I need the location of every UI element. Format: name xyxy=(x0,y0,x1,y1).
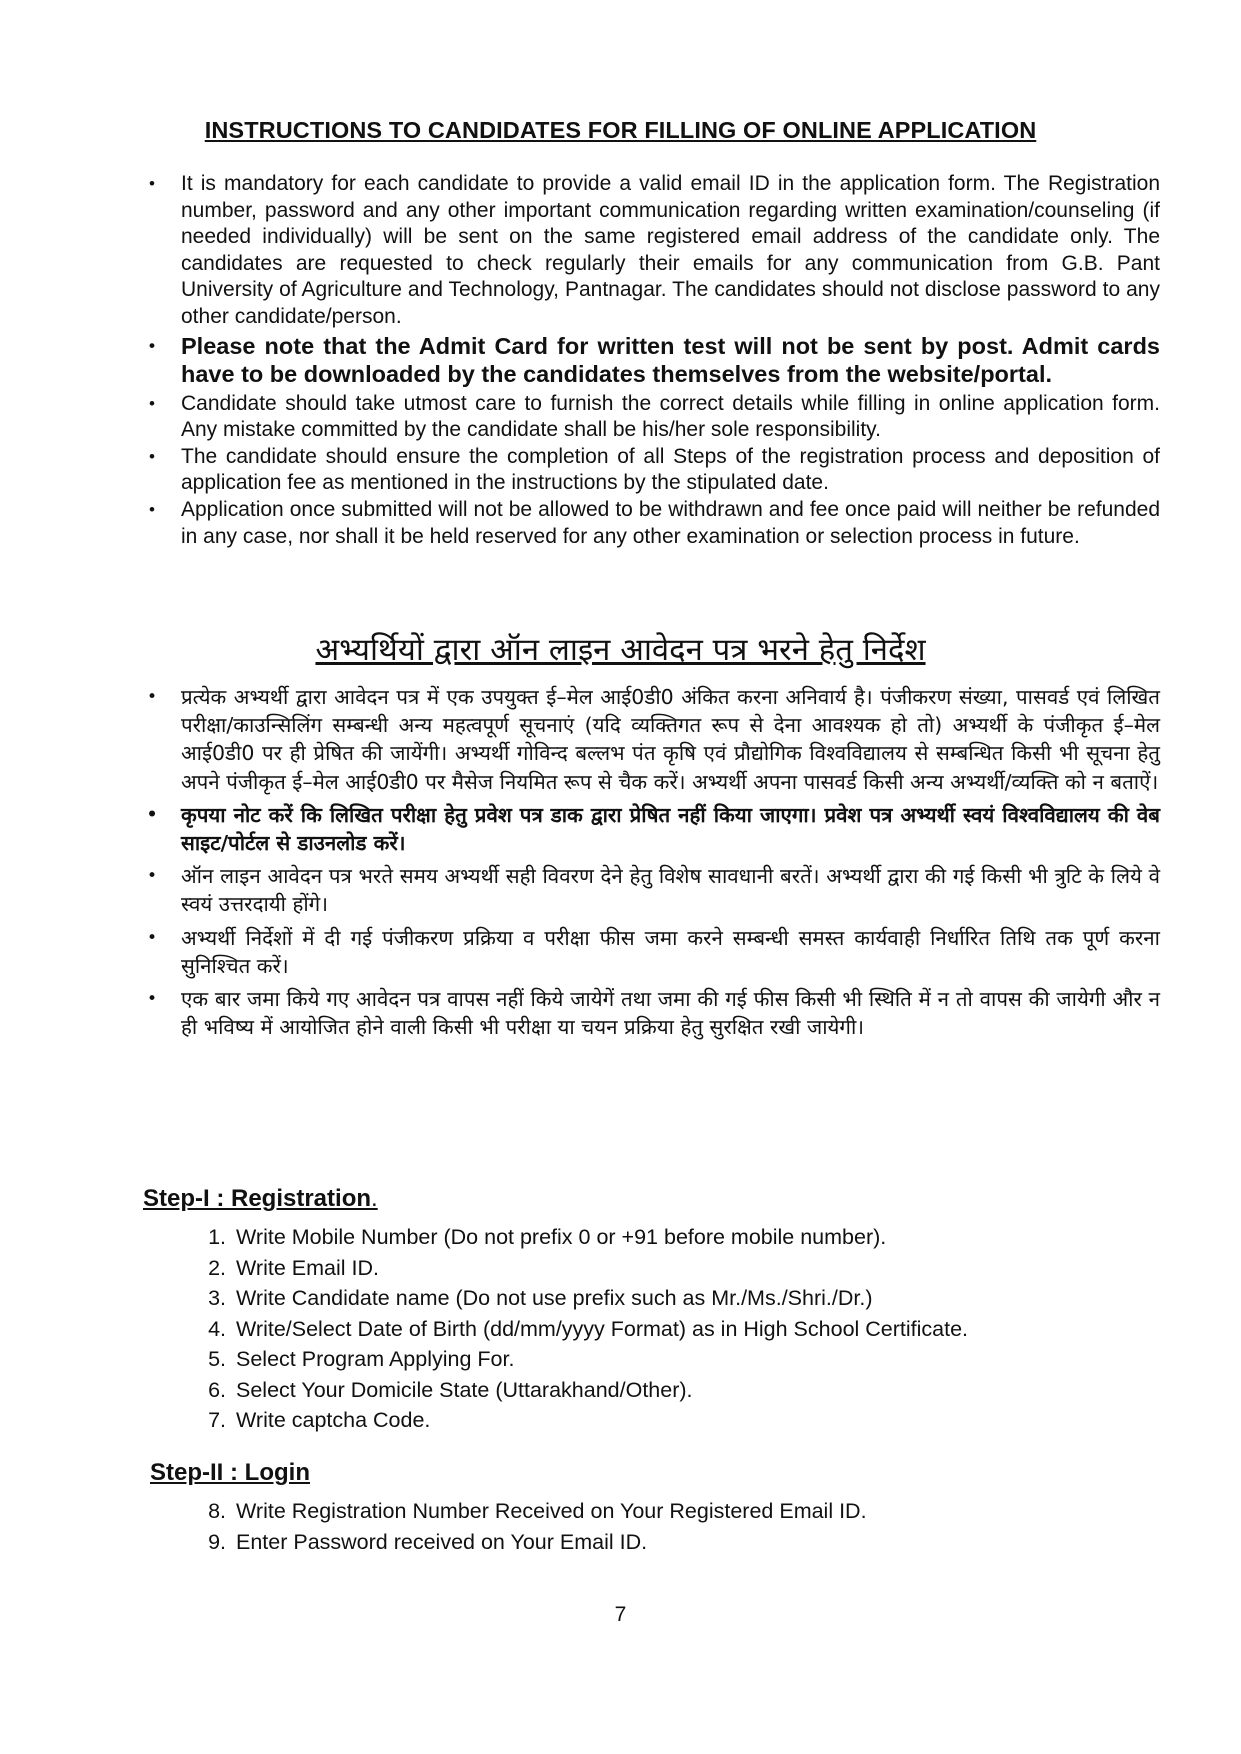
bullet-icon: • xyxy=(149,499,155,519)
instruction-text: एक बार जमा किये गए आवेदन पत्र वापस नहीं किये जायेगें तथा जमा की गई फीस किसी भी स्थिति में न तो वापस की जायेगी और न ही भविष्य में आयोजित होने वाली किसी भी परीक्षा या चयन प्रक्रिया हेतु सुरक्षित रखी जायेगी। xyxy=(181,987,1160,1040)
list-item xyxy=(188,1496,867,1527)
step-number: 2. xyxy=(208,1255,226,1280)
bullet-icon: • xyxy=(146,989,158,1010)
list-item xyxy=(143,497,1160,550)
list-item xyxy=(188,1314,968,1345)
list-item xyxy=(143,862,1160,918)
list-item xyxy=(143,332,1160,389)
list-item xyxy=(143,444,1160,497)
bullet-icon: • xyxy=(149,393,155,413)
instruction-text: Candidate should take utmost care to furnish the correct details while filling in online application form. Any mistake committed by the candidate shall be his/her sole responsibility. xyxy=(181,391,1160,442)
step-number: 8. xyxy=(208,1499,226,1523)
english-instructions-title: INSTRUCTIONS TO CANDIDATES FOR FILLING OF ONLINE APPLICATION xyxy=(204,117,1037,143)
list-item xyxy=(188,1405,968,1436)
instruction-text: Application once submitted will not be allowed to be withdrawn and fee once paid will neither be refunded in any case, nor shall it be held reserved for any other examination or selection process in future. xyxy=(181,497,1160,548)
step1-heading-period: . xyxy=(371,1185,378,1212)
list-item xyxy=(143,391,1160,444)
bullet-icon: • xyxy=(146,687,158,707)
hindi-instructions-list xyxy=(143,683,1160,1046)
step1-heading-text: Step-I : Registration xyxy=(143,1185,372,1212)
step-number: 6. xyxy=(208,1377,226,1402)
step-text: Write captcha Code. xyxy=(236,1408,431,1432)
step-text: Write Mobile Number (Do not prefix 0 or +91 before mobile number). xyxy=(236,1225,887,1249)
list-item xyxy=(143,171,1160,331)
bullet-icon: • xyxy=(146,927,158,948)
bullet-icon: • xyxy=(146,804,158,825)
page-number: 7 xyxy=(614,1603,627,1626)
step-text: Write Candidate name (Do not use prefix such as Mr./Ms./Shri./Dr.) xyxy=(236,1286,873,1310)
list-item xyxy=(188,1344,968,1375)
step-text: Write/Select Date of Birth (dd/mm/yyyy Format) as in High School Certificate. xyxy=(236,1316,969,1341)
instruction-text: अभ्यर्थी निर्देशों में दी गई पंजीकरण प्रक्रिया व परीक्षा फीस जमा करने सम्बन्धी समस्त कार्यवाही निर्धारित तिथि तक पूर्ण करना सुनिश्चित करें। xyxy=(181,925,1160,978)
step-text: Select Program Applying For. xyxy=(236,1347,515,1371)
registration-steps-list xyxy=(188,1222,968,1436)
step-text: Enter Password received on Your Email ID. xyxy=(236,1529,648,1554)
step-text: Select Your Domicile State (Uttarakhand/Other). xyxy=(236,1377,693,1402)
step-number: 4. xyxy=(208,1316,226,1341)
login-steps-list xyxy=(188,1496,867,1557)
list-item xyxy=(143,924,1160,980)
list-item xyxy=(143,683,1160,796)
step-number: 9. xyxy=(208,1529,226,1554)
bullet-icon: • xyxy=(149,174,155,193)
step1-heading xyxy=(143,1185,378,1213)
list-item xyxy=(188,1253,968,1284)
list-item xyxy=(188,1283,968,1314)
list-item xyxy=(143,801,1160,857)
step-text: Write Registration Number Received on Your Registered Email ID. xyxy=(236,1499,867,1523)
bullet-icon: • xyxy=(146,866,158,887)
instruction-text: प्रत्येक अभ्यर्थी द्वारा आवेदन पत्र में एक उपयुक्त ई–मेल आई0डी0 अंकित करना अनिवार्य है। पंजीकरण संख्या, पासवर्ड एवं लिखित परीक्षा/काउन्सिलिंग सम्बन्धी अन्य महत्वपूर्ण सूचनाएं (यदि व्यक्तिगत रूप से देना आवश्यक हो तो) अभ्यर्थी के पंजीकृत ई–मेल आई0डी0 पर ही प्रेषित की जायेंगी। अभ्यर्थी गोविन्द बल्लभ पंत कृषि एवं प्रौद्योगिक विश्वविद्यालय से सम्बन्धित किसी भी सूचना हेतु अपने पंजीकृत ई–मेल आई0डी0 पर मैसेज नियमित रूप से चैक करें। अभ्यर्थी अपना पासवर्ड किसी अन्य अभ्यर्थी/व्यक्ति को न बताऐं। xyxy=(181,685,1160,794)
instruction-text: कृपया नोट करें कि लिखित परीक्षा हेतु प्रवेश पत्र डाक द्वारा प्रेषित नहीं किया जाएगा। प्रवेश पत्र अभ्यर्थी स्वयं विश्वविद्यालय की वेब साइट/पोर्टल से डाउनलोड करें। xyxy=(181,802,1160,856)
list-item xyxy=(143,985,1160,1041)
step-number: 5. xyxy=(208,1347,226,1371)
instruction-text: ऑन लाइन आवेदन पत्र भरते समय अभ्यर्थी सही विवरण देने हेतु विशेष सावधानी बरतें। अभ्यर्थी द्वारा की गई किसी भी त्रुटि के लिये वे स्वयं उत्तरदायी होंगे। xyxy=(181,864,1160,917)
instruction-text: It is mandatory for each candidate to provide a valid email ID in the application form. The Registration number, password and any other important communication regarding written examination/counseling (if needed individually) will be sent on the same registered email address of the candidate only. The candidates are requested to check regularly their emails for any communication from G.B. Pant University of Agriculture and Technology, Pantnagar. The candidates should not disclose password to any other candidate/person. xyxy=(181,172,1160,328)
step-number: 1. xyxy=(208,1225,226,1249)
list-item xyxy=(188,1222,968,1253)
bullet-icon: • xyxy=(149,446,155,466)
list-item xyxy=(188,1375,968,1406)
step-number: 3. xyxy=(208,1286,226,1310)
step-number: 7. xyxy=(208,1408,226,1432)
list-item xyxy=(188,1527,867,1558)
instruction-text: Please note that the Admit Card for written test will not be sent by post. Admit cards have to be downloaded by the candidates themselves from the website/portal. xyxy=(181,332,1160,388)
bullet-icon: • xyxy=(149,335,155,355)
hindi-instructions-title: अभ्यर्थियों द्वारा ऑन लाइन आवेदन पत्र भरने हेतु निर्देश xyxy=(315,632,926,668)
instruction-text: The candidate should ensure the completion of all Steps of the registration process and deposition of application fee as mentioned in the instructions by the stipulated date. xyxy=(181,444,1160,495)
english-instructions-list xyxy=(143,171,1160,550)
step-text: Write Email ID. xyxy=(236,1255,379,1280)
step2-heading: Step-II : Login xyxy=(150,1459,310,1486)
